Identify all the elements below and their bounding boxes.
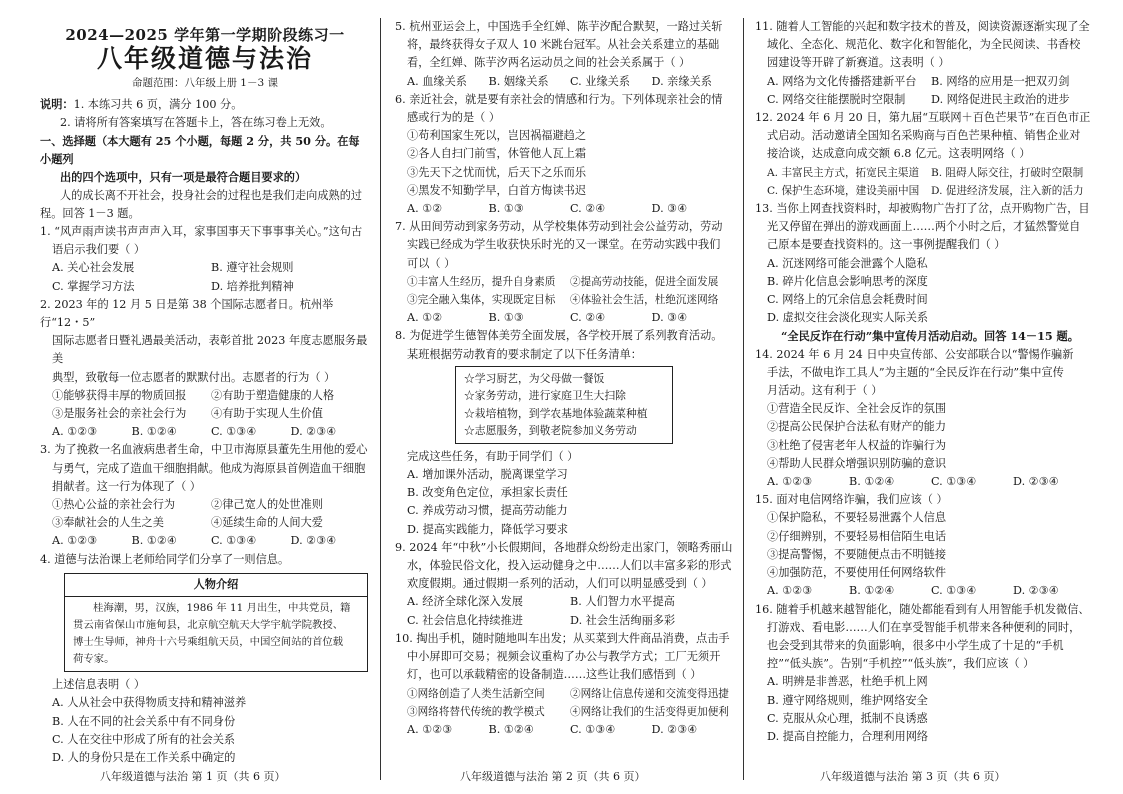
page-footer: 八年级道德与法治 第 3 页（共 6 页） [820, 770, 1006, 783]
statement-2: ②提高公民保护合法私有财产的能力 [767, 420, 947, 434]
question-stem: 语启示我们要（ ） [52, 243, 146, 257]
question-6 [395, 91, 733, 218]
question-stem: 3. 为了挽救一名血液病患者生命，中卫市海原县董先生用他的爱心 [40, 443, 368, 457]
option-d: D. ②③④ [290, 425, 337, 439]
option-b: B. 改变角色定位，承担家长责任 [407, 486, 568, 500]
statement-2: ②仔细辨别，不要轻易相信陌生电话 [767, 529, 947, 543]
question-stem: 10. 掏出手机，随时随地叫车出发；从买菜到大件商品消费，点击手 [395, 631, 730, 645]
question-stem: 12. 2024 年 6 月 20 日，第九届“互联网＋百色芒果节”在百色市正 [755, 111, 1091, 125]
statement-1: ①能够获得丰厚的物质回报 [52, 388, 187, 402]
question-14 [755, 346, 1095, 492]
question-4 [40, 551, 370, 767]
option-d: D. ③④ [651, 311, 688, 325]
option-c: C. 社会信息化持续推进 [407, 613, 523, 627]
statement-2: ②提高劳动技能，促进全面发展 [570, 275, 719, 288]
option-c: C. ①③④ [931, 584, 977, 598]
question-stem: 也会受到其带来的负面影响，很多中小学生成了十足的“手机 [767, 638, 1064, 652]
option-c: C. 克服从众心理，抵制不良诱惑 [767, 711, 928, 725]
option-a: A. 增加课外活动，脱离课堂学习 [407, 468, 568, 482]
question-stem: 式启动。活动邀请全国知名采购商与百色芒果种植、销售企业对 [767, 129, 1081, 143]
question-stem: 捐献者。这一行为体现了（ ） [52, 479, 201, 493]
option-c: C. ②④ [570, 311, 606, 325]
option-a: A. ①② [407, 202, 443, 216]
question-stem: 光又停留在弹出的游戏画面上……两个小时之后，才猛然警觉自 [767, 220, 1081, 234]
question-stem: 打游戏、看电影……人们在享受智能手机带来各种便利的同时， [767, 620, 1081, 634]
page-3-column [755, 18, 1095, 746]
option-a: A. 沉迷网络可能会泄露个人隐私 [767, 256, 928, 270]
question-stem: 8. 为促进学生德智体美劳全面发展，各学校开展了系列教育活动。 [395, 329, 723, 343]
question-stem: 灯，也可以承载精密的设备制造……这些让我们感悟到（ ） [407, 668, 702, 682]
info-box-body [65, 597, 367, 671]
option-d: D. ②③④ [1013, 475, 1059, 489]
option-b: B. ①②④ [849, 584, 895, 598]
option-c: C. 网络上的冗余信息会耗费时间 [767, 293, 928, 307]
question-stem: 16. 随着手机越来越智能化，随处都能看到有人用智能手机发微信、 [755, 602, 1090, 616]
option-a: A. 明辨是非善恶，杜绝手机上网 [767, 675, 928, 689]
task-list-box [455, 366, 673, 444]
statement-4: ④黑发不知勤学早，白首方悔读书迟 [407, 183, 587, 197]
question-stem: 将，最终获得女子双人 10 米跳台冠军。从社会关系建立的基础 [407, 38, 720, 52]
statement-3: ③杜绝了侵害老年人权益的诈骗行为 [767, 438, 947, 452]
statement-2: ②各人自扫门前雪，休管他人瓦上霜 [407, 147, 587, 161]
info-box-line: 荷专家。 [73, 653, 115, 666]
info-box-line: 桂海潮，男，汉族，1986 年 11 月出生，中共党员，籍 [93, 602, 351, 615]
option-c: C. ①③④ [211, 425, 257, 439]
question-stem: 13. 当你上网查找资料时，却被购物广告打了岔，点开购物广告，目 [755, 202, 1090, 216]
question-stem: 9. 2024 年“中秋”小长假期间，各地群众纷纷走出家门，领略秀丽山 [395, 540, 733, 554]
notes-line-2: 2. 请将所有答案填写在答题卡上，答在练习卷上无效。 [60, 115, 332, 129]
option-d: D. ②③④ [1013, 584, 1059, 598]
statement-1: ①网络创造了人类生活新空间 [407, 687, 545, 700]
statement-3: ③先天下之忧而忧，后天下之乐而乐 [407, 165, 587, 179]
statement-1: ①热心公益的亲社会行为 [52, 498, 176, 512]
question-stem: 某班根据劳动教育的要求制定了以下任务清单： [407, 347, 642, 361]
question-stem: 水，体验民俗文化，投入运动健身之中……人们以丰富多彩的形式 [407, 559, 732, 573]
question-15 [755, 491, 1095, 600]
statement-4: ④帮助人民群众增强识别防骗的意识 [767, 456, 947, 470]
column-divider [743, 18, 744, 780]
option-a: A. ①②③ [407, 722, 453, 736]
option-d: D. 社会生活绚丽多彩 [570, 613, 676, 627]
question-stem: 感或行为的是（ ） [407, 111, 501, 125]
option-d: D. 虚拟交往会淡化现实人际关系 [767, 311, 929, 325]
statement-3: ③网络将替代传统的教学模式 [407, 705, 545, 718]
statement-2: ②有助于塑造健康的人格 [211, 388, 335, 402]
question-stem: 5. 杭州亚运会上，中国选手全红婵、陈芋汐配合默契，一路过关斩 [395, 20, 723, 33]
task-item: ☆家务劳动，进行家庭卫生大扫除 [464, 389, 626, 403]
question-stem: 完成这些任务，有助于同学们（ ） [407, 449, 579, 463]
task-item: ☆栽培植物，到学农基地体验蔬菜种植 [464, 406, 648, 420]
question-stem: 月活动。这有利于（ ） [767, 384, 883, 398]
section-heading: 一、选择题（本大题有 25 个小题，每题 2 分，共 50 分。在每小题列 [40, 134, 360, 167]
exam-scope: 命题范围：八年级上册 1－3 课 [131, 77, 279, 90]
option-a: A. ①②③ [767, 475, 813, 489]
option-a: A. ①②③ [767, 584, 813, 598]
info-box-line: 贯云南省保山市施甸县，北京航空航天大学宇航学院教授、 [73, 619, 344, 632]
section-intro: 人的成长离不开社会，投身社会的过程也是我们走向成熟的过 [60, 188, 363, 202]
exam-subject-title: 八年级道德与法治 [96, 44, 313, 74]
exam-year-title: 2024—2025 学年第一学期阶段练习一 [65, 26, 345, 44]
statement-4: ④体验社会生活，杜绝沉迷网络 [570, 294, 719, 307]
question-2 [40, 296, 370, 442]
option-a: A. ①② [407, 311, 443, 325]
page-footer: 八年级道德与法治 第 1 页（共 6 页） [100, 770, 286, 783]
option-a: A. 经济全球化深入发展 [407, 595, 523, 609]
option-d: D. 网络促进民主政治的进步 [931, 92, 1070, 106]
option-b: B. ①②④ [131, 534, 177, 548]
option-c: C. 保护生态环境，建设美丽中国 [767, 184, 920, 197]
option-c: C. 养成劳动习惯，提高劳动能力 [407, 504, 568, 518]
question-stem: 1. “风声雨声读书声声声入耳，家事国事天下事事事关心。”这句古 [40, 225, 363, 239]
question-stem: 实践已经成为学生收获快乐时光的又一课堂。在劳动实践中我们 [407, 238, 721, 252]
statement-3: ③是服务社会的亲社会行为 [52, 407, 187, 421]
question-stem: 14. 2024 年 6 月 24 日中央宣传部、公安部联合以“警惕作骗新 [755, 347, 1074, 361]
option-b: B. ①③ [488, 202, 524, 216]
statement-4: ④加强防范，不要使用任何网络软件 [767, 566, 947, 580]
statement-1: ①营造全民反诈、全社会反诈的氛围 [767, 402, 947, 416]
option-b: B. ①③ [488, 311, 524, 325]
question-stem: 控”“低头族”。告别“手机控”“低头族”，我们应该（ ） [767, 657, 1035, 671]
option-a: A. 血缘关系 [407, 74, 467, 88]
option-d: D. 促进经济发展，注入新的活力 [931, 184, 1084, 197]
section-intro-cont: 程。回答 1－3 题。 [40, 206, 140, 220]
question-stem: 11. 随着人工智能的兴起和数字技术的普及，阅读资源逐渐实现了全 [755, 20, 1090, 33]
question-stem: 己原本是要查找资料的。这一事例提醒我们（ ） [767, 238, 1006, 252]
statement-1: ①苟利国家生死以，岂因祸福避趋之 [407, 129, 587, 143]
option-c: C. 人在交往中形成了所有的社会关系 [52, 732, 236, 746]
option-b: B. 人们智力水平提高 [570, 595, 675, 609]
question-9 [395, 539, 733, 630]
question-stem: 2. 2023 年的 12 月 5 日是第 38 个国际志愿者日。杭州举行“12・5” [40, 297, 334, 330]
question-stem: 可以（ ） [407, 256, 456, 270]
question-stem: 欢度假期。通过假期一系列的活动，人们可以明显感受到（ ） [407, 577, 713, 591]
question-stem: 看，全红婵、陈芋汐两名运动员之间的社会关系属于（ ） [407, 56, 691, 70]
statement-3: ③奉献社会的人生之美 [52, 516, 164, 530]
option-c: C. ②④ [570, 202, 606, 216]
question-stem: 典型，致敬每一位志愿者的默默付出。志愿者的行为（ ） [52, 370, 336, 384]
column-divider [380, 18, 381, 780]
option-b: B. ①②④ [488, 722, 534, 736]
section-intro: “全民反诈在行动”集中宣传月活动启动。回答 14－15 题。 [781, 329, 1079, 344]
statement-4: ④有助于实现人生价值 [211, 407, 323, 421]
option-b: B. 遵守网络规则，维护网络安全 [767, 693, 928, 707]
option-b: B. ①②④ [849, 475, 895, 489]
question-7 [395, 218, 733, 327]
question-12 [755, 109, 1095, 200]
question-stem: 4. 道德与法治课上老师给同学们分享了一则信息。 [40, 552, 290, 566]
option-d: D. 培养批判精神 [211, 279, 294, 293]
info-box-title: 人物介绍 [65, 574, 367, 597]
question-stem: 15. 面对电信网络诈骗，我们应该（ ） [755, 493, 948, 507]
option-a: A. ①②③ [52, 534, 98, 548]
question-8 [395, 327, 733, 538]
option-a: A. 人从社会中获得物质支持和精神滋养 [52, 696, 247, 710]
question-stem: 与勇气，完成了造血干细胞捐献。他成为海原县首例造血干细胞 [52, 461, 366, 475]
page-footer: 八年级道德与法治 第 2 页（共 6 页） [460, 770, 646, 783]
question-stem: 手法，不做电诈工具人”为主题的“全民反诈在行动”集中宣传 [767, 365, 1064, 379]
question-16 [755, 601, 1095, 747]
option-b: B. 姻缘关系 [488, 74, 549, 88]
option-c: C. ①③④ [211, 534, 257, 548]
notes-line-1: 说明：1. 本练习共 6 页，满分 100 分。 [40, 96, 243, 111]
option-d: D. ②③④ [651, 722, 698, 736]
option-b: B. 碎片化信息会影响思考的深度 [767, 274, 928, 288]
option-c: C. 业缘关系 [570, 74, 631, 88]
statement-4: ④延续生命的人间大爱 [211, 516, 323, 530]
option-c: C. ①③④ [931, 475, 977, 489]
option-d: D. ②③④ [290, 534, 337, 548]
question-stem: 6. 亲近社会，就是要有亲社会的情感和行为。下列体现亲社会的情 [395, 92, 723, 106]
info-box-line: 博士生导师，神舟十六号乘组航天员，中国空间站的首位载 [73, 636, 344, 649]
statement-2: ②网络让信息传递和交流变得迅捷 [570, 687, 729, 700]
question-stem: 园建设等开辟了新赛道。这表明（ ） [767, 56, 950, 70]
option-d: D. 提高实践能力，降低学习要求 [407, 522, 569, 536]
statement-1: ①丰富人生经历，提升自身素质 [407, 275, 556, 288]
option-c: C. 掌握学习方法 [52, 279, 135, 293]
question-11 [755, 18, 1095, 109]
statement-3: ③完全融入集体，实现既定目标 [407, 294, 556, 307]
question-13 [755, 200, 1095, 327]
question-stem: 上述信息表明（ ） [52, 678, 146, 692]
option-d: D. 亲缘关系 [651, 74, 712, 88]
task-item: ☆学习厨艺，为父母做一餐饭 [464, 371, 605, 385]
option-d: D. 人的身份只是在工作关系中确定的 [52, 750, 236, 764]
option-b: B. 阻碍人际交往，打破时空限制 [931, 166, 1084, 179]
page-2-column [395, 18, 733, 746]
option-a: A. 网络为文化传播搭建新平台 [767, 74, 917, 88]
option-b: B. ①②④ [131, 425, 177, 439]
question-stem: 接洽谈，达成意向成交额 6.8 亿元。这表明网络（ ） [767, 147, 1031, 161]
section-heading-cont: 出的四个选项中，只有一项是最符合题目要求的） [60, 170, 307, 185]
page-1-column [40, 18, 370, 764]
question-stem: 中小屏即可交易；视频会议重构了办公与教学方式；工厂无须开 [407, 650, 721, 664]
option-d: D. 提高自控能力，合理利用网络 [767, 729, 929, 743]
question-5 [395, 18, 733, 91]
question-3 [40, 441, 370, 550]
statement-3: ③提高警惕，不要随便点击不明链接 [767, 547, 947, 561]
option-a: A. 关心社会发展 [52, 261, 135, 275]
option-d: D. ③④ [651, 202, 688, 216]
statement-2: ②律己宽人的处世准则 [211, 498, 323, 512]
option-c: C. ①③④ [570, 722, 616, 736]
task-item: ☆志愿服务，到敬老院参加义务劳动 [464, 424, 637, 438]
question-1 [40, 223, 370, 296]
option-a: A. ①②③ [52, 425, 98, 439]
question-10 [395, 630, 733, 739]
option-b: B. 网络的应用是一把双刃剑 [931, 74, 1070, 88]
option-a: A. 丰富民主方式，拓宽民主渠道 [767, 166, 920, 179]
statement-1: ①保护隐私，不要轻易泄露个人信息 [767, 511, 947, 525]
question-stem: 域化、全态化、规范化、数字化和智能化，为全民阅读、书香校 [767, 38, 1081, 52]
person-info-box [64, 573, 368, 672]
option-c: C. 网络交往能摆脱时空限制 [767, 92, 906, 106]
option-b: B. 遵守社会规则 [211, 261, 294, 275]
question-stem: 7. 从田间劳动到家务劳动，从学校集体劳动到社会公益劳动，劳动 [395, 220, 723, 234]
option-b: B. 人在不同的社会关系中有不同身份 [52, 714, 236, 728]
question-stem: 国际志愿者日暨礼遇最美活动，表彰首批 2023 年度志愿服务最美 [52, 334, 368, 366]
statement-4: ④网络让我们的生活变得更加便利 [570, 705, 729, 718]
